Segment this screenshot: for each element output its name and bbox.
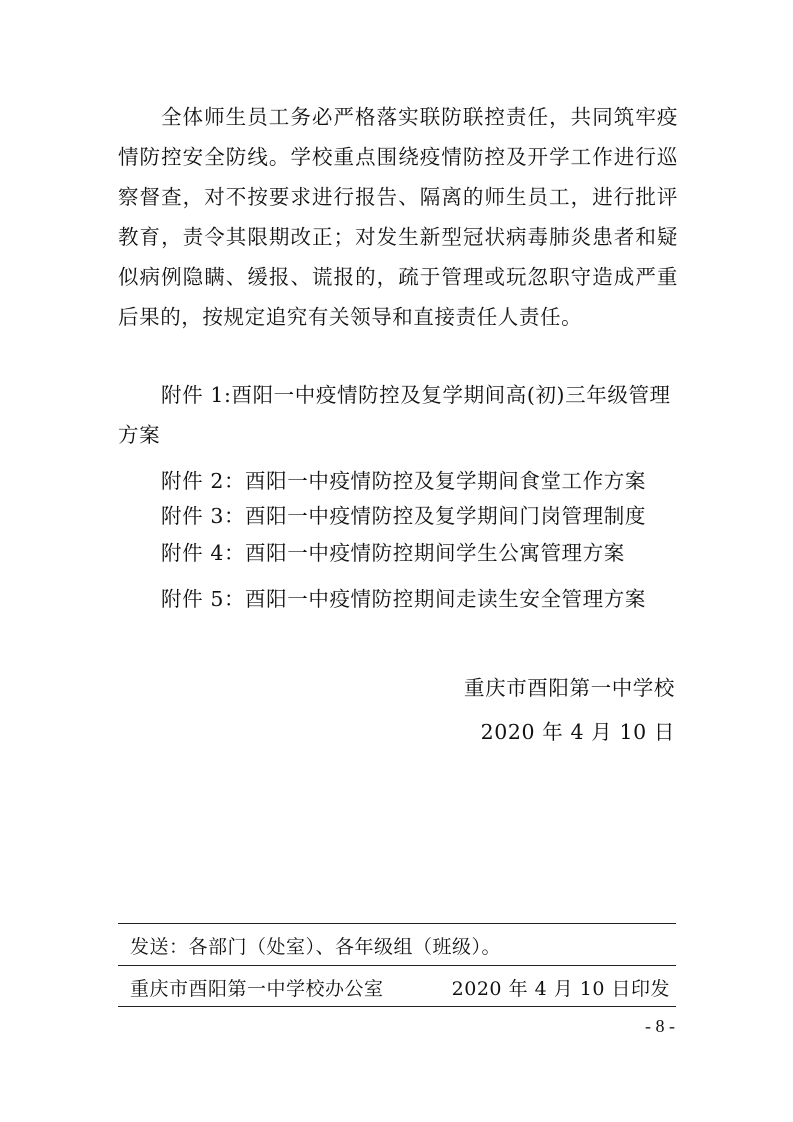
attachment-5: 附件 5：酉阳一中疫情防控期间走读生安全管理方案 xyxy=(161,587,646,611)
issuer-name: 重庆市酉阳第一中学校办公室 xyxy=(130,978,384,1000)
signature-date: 2020 年 4 月 10 日 xyxy=(480,720,675,744)
page-number: - 8 - xyxy=(645,1016,675,1036)
distribution-text: 发送：各部门（处室）、各年级组（班级）。 xyxy=(130,936,502,958)
footer-rule-middle xyxy=(118,965,676,966)
signature-org: 重庆市酉阳第一中学校 xyxy=(464,676,675,700)
footer-rule-top xyxy=(118,923,676,924)
attachment-2: 附件 2：酉阳一中疫情防控及复学期间食堂工作方案 xyxy=(161,469,646,493)
issue-date: 2020 年 4 月 10 日印发 xyxy=(451,978,670,1000)
body-paragraph: 全体师生员工务必严格落实联防联控责任，共同筑牢疫情防控安全防线。学校重点围绕疫情防控及开学工作进行巡察督查，对不按要求进行报告、隔离的师生员工，进行批评教育，责令其限期改正；对发生新型冠状病毒肺炎患者和疑似病例隐瞒、缓报、谎报的，疏于管理或玩忽职守造成严重后果的，按规定追究有关领导和直接责任人责任。 xyxy=(118,105,678,329)
attachment-1: 附件 1:酉阳一中疫情防控及复学期间高(初)三年级管理方案 xyxy=(118,383,671,447)
attachment-3: 附件 3：酉阳一中疫情防控及复学期间门岗管理制度 xyxy=(161,504,646,528)
footer-rule-bottom xyxy=(118,1006,676,1007)
attachment-4: 附件 4：酉阳一中疫情防控期间学生公寓管理方案 xyxy=(161,541,625,565)
